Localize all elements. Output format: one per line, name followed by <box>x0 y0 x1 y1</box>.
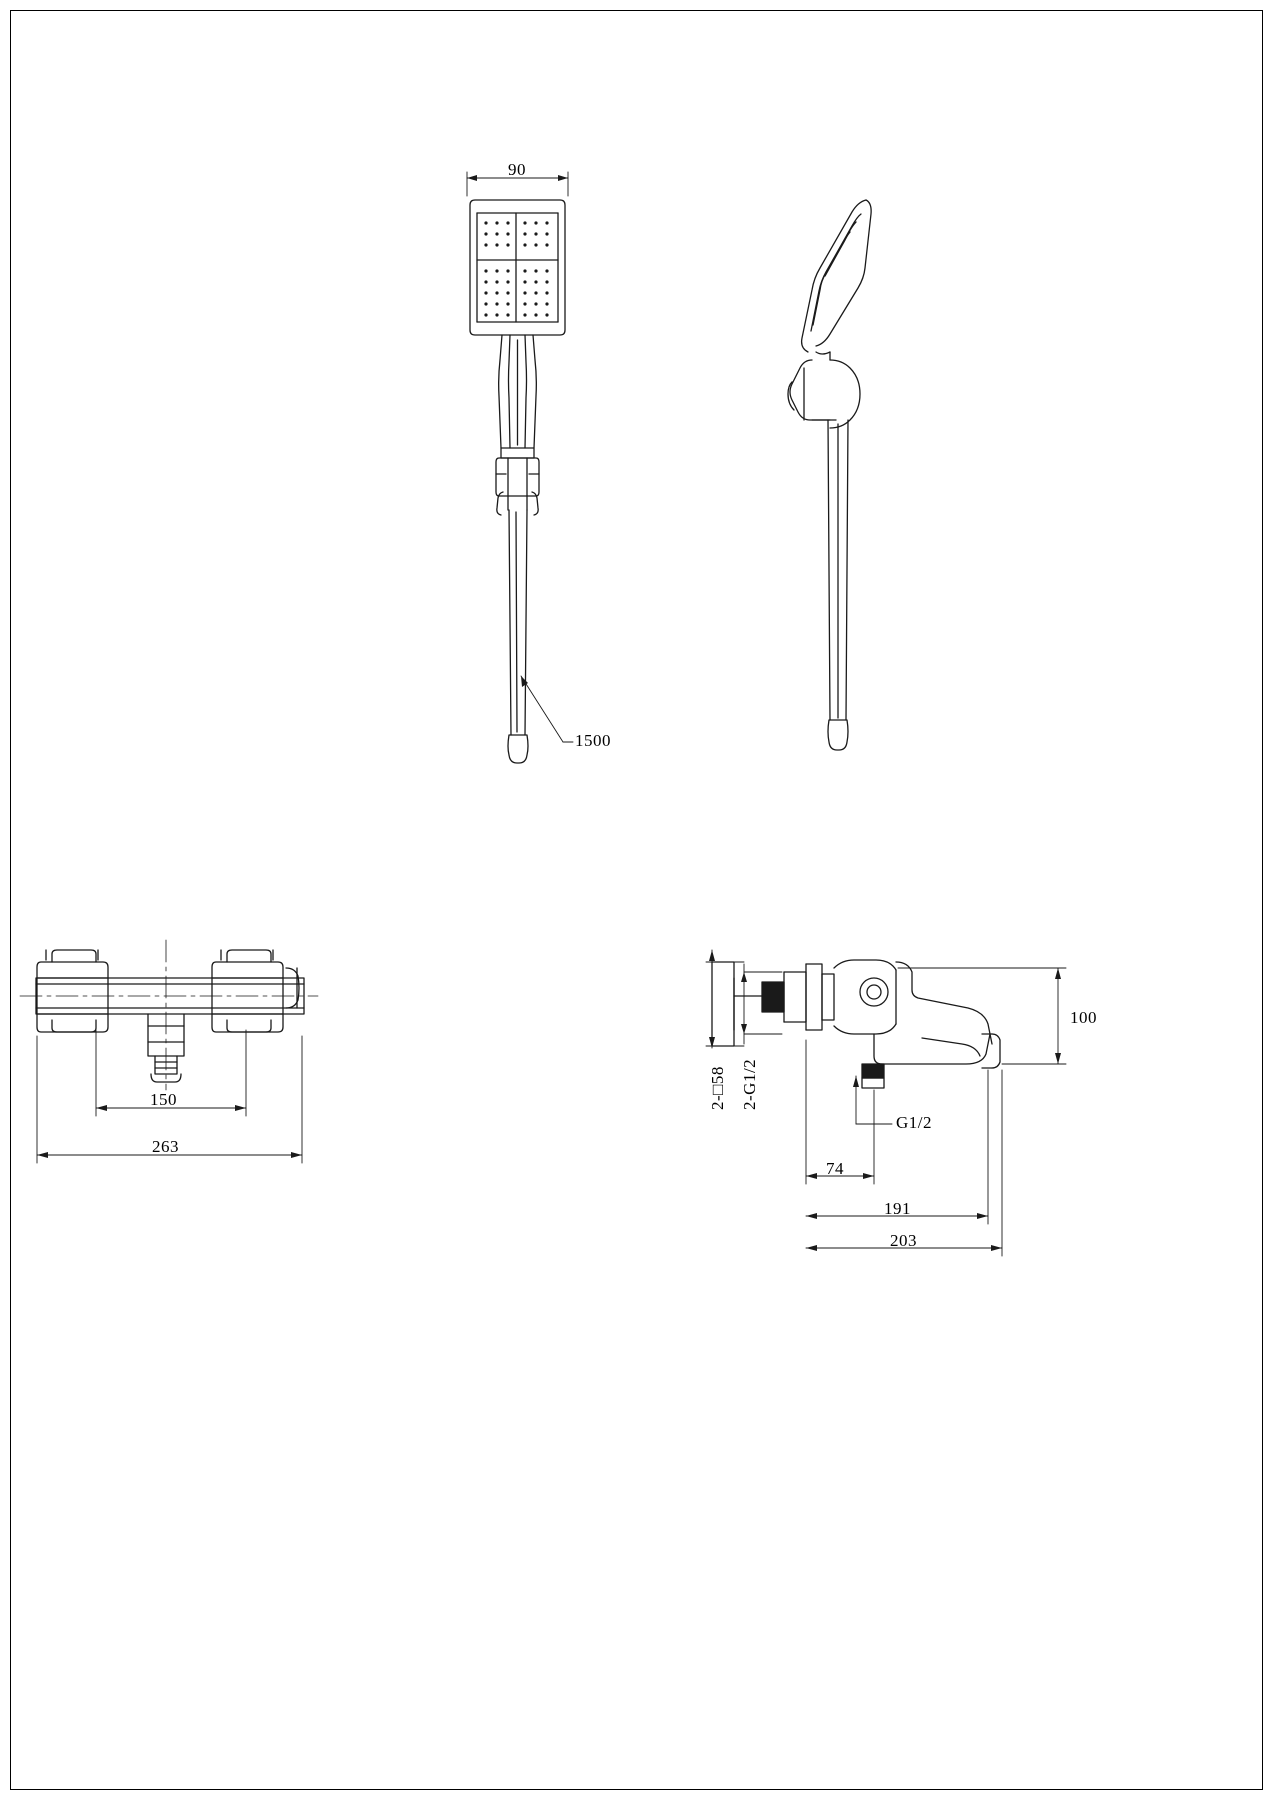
dim-label-inlet-thread: 2-G1/2 <box>740 1058 759 1110</box>
dim-label-center-distance: 150 <box>150 1090 177 1109</box>
dim-label-handshower-width: 90 <box>508 160 526 179</box>
leader-1500 <box>521 676 573 742</box>
dim-label-wall-to-spout-end: 203 <box>890 1231 917 1250</box>
dim-label-total-width: 263 <box>152 1137 179 1156</box>
dim-label-wall-to-outlet: 74 <box>826 1159 844 1178</box>
dim-label-hose-length: 1500 <box>575 731 611 750</box>
dim-label-wall-to-spout-inner: 191 <box>884 1199 911 1218</box>
dim-label-spout-height: 100 <box>1070 1008 1097 1027</box>
dim-2-58 <box>706 950 744 1048</box>
dim-100 <box>898 968 1066 1064</box>
leader-g12 <box>853 1076 892 1124</box>
dim-label-inlet-square: 2-□58 <box>708 1066 727 1110</box>
dim-label-outlet-thread: G1/2 <box>896 1113 932 1132</box>
